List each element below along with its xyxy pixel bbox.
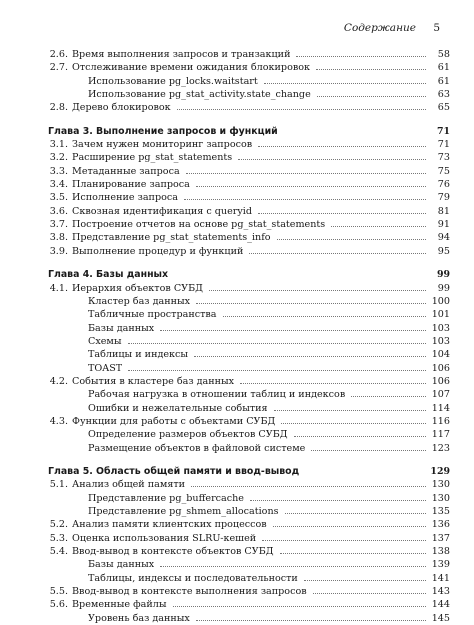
toc-section-number: 5.3. — [49, 532, 68, 544]
toc-page-number: 61 — [437, 62, 450, 74]
toc-title: Определение размеров объектов СУБД — [88, 429, 288, 441]
toc-page-number: 71 — [437, 139, 450, 151]
toc-page-number: 71 — [436, 125, 450, 137]
toc-page-number: 117 — [431, 429, 450, 441]
toc-title: Выполнение процедур и функций — [72, 245, 244, 257]
toc-subentry[interactable] — [48, 505, 450, 518]
toc-page-number: 101 — [431, 309, 450, 321]
toc-page-number: 144 — [431, 599, 450, 611]
toc-section-number: 4.2. — [49, 375, 68, 387]
toc-chapter-heading[interactable] — [48, 125, 450, 138]
running-header — [344, 22, 440, 34]
toc-title: Метаданные запроса — [72, 165, 180, 177]
toc-page-number: 107 — [431, 389, 450, 401]
toc-section-number: 5.5. — [49, 586, 68, 598]
toc-subentry[interactable] — [48, 348, 450, 361]
dot-leader — [311, 449, 426, 451]
dot-leader — [280, 552, 426, 554]
dot-leader — [196, 302, 426, 304]
toc-title: Отслеживание времени ожидания блокировок — [72, 62, 311, 74]
toc-title: TOAST — [88, 362, 123, 374]
toc-title: Табличные пространства — [88, 309, 217, 321]
toc-title: Расширение pg_stat_statements — [72, 152, 233, 164]
dot-leader — [196, 185, 426, 187]
toc-title: Исполнение запроса — [72, 192, 178, 204]
toc-title: Рабочая нагрузка в отношении таблиц и индексов — [88, 389, 346, 401]
toc-subentry[interactable] — [48, 388, 450, 401]
toc-section-number: 3.1. — [49, 139, 68, 151]
dot-leader — [249, 252, 426, 254]
toc-title: Представление pg_buffercache — [88, 492, 244, 504]
section-gap — [48, 455, 450, 465]
toc-entry[interactable] — [48, 415, 450, 428]
toc-page-number: 63 — [437, 89, 450, 101]
toc-page-number: 65 — [437, 102, 450, 114]
toc-chapter-heading[interactable] — [48, 465, 450, 478]
toc-title: Иерархия объектов СУБД — [72, 282, 203, 294]
toc-entry[interactable] — [48, 532, 450, 545]
toc-title: Кластер баз данных — [88, 295, 191, 307]
toc-page-number: 100 — [431, 295, 450, 307]
toc-section-number: 3.2. — [49, 152, 68, 164]
dot-leader — [160, 329, 426, 331]
toc-subentry[interactable] — [48, 88, 450, 101]
toc-page-number: 91 — [437, 219, 450, 231]
toc-section-number: 3.6. — [49, 205, 68, 217]
toc-entry[interactable] — [48, 191, 450, 204]
toc-entry[interactable] — [48, 218, 450, 231]
dot-leader — [331, 225, 426, 227]
dot-leader — [194, 355, 426, 357]
toc-entry[interactable] — [48, 545, 450, 558]
toc-page-number: 139 — [431, 559, 450, 571]
toc-page-number: 79 — [437, 192, 450, 204]
toc-entry[interactable] — [48, 48, 450, 61]
toc-entry[interactable] — [48, 478, 450, 491]
toc-title: Анализ памяти клиентских процессов — [72, 519, 267, 531]
toc-page-number: 103 — [431, 335, 450, 347]
toc-page-number: 143 — [431, 586, 450, 598]
dot-leader — [184, 198, 426, 200]
toc-title: Глава 4. Базы данных — [48, 269, 169, 281]
dot-leader — [262, 539, 426, 541]
toc-section-number: 3.5. — [49, 192, 68, 204]
toc-subentry[interactable] — [48, 442, 450, 455]
toc-title: Глава 3. Выполнение запросов и функций — [48, 125, 278, 137]
toc-subentry[interactable] — [48, 402, 450, 415]
toc-title: Ошибки и нежелательные события — [88, 402, 268, 414]
toc-title: События в кластере баз данных — [72, 375, 235, 387]
dot-leader — [281, 422, 426, 424]
toc-page-number: 106 — [431, 375, 450, 387]
toc-page-number: 136 — [431, 519, 450, 531]
toc-title: Базы данных — [88, 559, 155, 571]
toc-page-number: 104 — [431, 349, 450, 361]
toc-title: Ввод-вывод в контексте выполнения запросов — [72, 586, 307, 598]
toc-page-number: 138 — [431, 546, 450, 558]
toc-title: Уровень баз данных — [88, 612, 190, 624]
toc-page-number: 99 — [436, 269, 450, 281]
toc-entry[interactable] — [48, 101, 450, 114]
dot-leader — [173, 605, 426, 607]
toc-title: Анализ общей памяти — [72, 479, 186, 491]
toc-subentry[interactable] — [48, 308, 450, 321]
toc-page-number: 103 — [431, 322, 450, 334]
toc-page-number: 75 — [437, 165, 450, 177]
toc-page-number: 135 — [431, 506, 450, 517]
toc-title: Таблицы и индексы — [88, 349, 189, 361]
dot-leader — [351, 395, 426, 397]
running-header-title: Содержание — [343, 22, 416, 34]
dot-leader — [240, 382, 426, 384]
toc-section-number: 5.1. — [49, 479, 68, 491]
toc-subentry[interactable] — [48, 612, 450, 625]
toc-section-number: 2.8. — [49, 102, 68, 114]
toc-entry[interactable] — [48, 151, 450, 164]
toc-section-number: 4.1. — [49, 282, 68, 294]
toc-page-number: 81 — [437, 205, 450, 217]
toc-subentry[interactable] — [48, 558, 450, 571]
dot-leader — [258, 145, 426, 147]
toc-title: Схемы — [88, 335, 122, 347]
toc-section-number: 3.7. — [49, 219, 68, 231]
toc-title: Таблицы, индексы и последовательности — [88, 572, 298, 584]
toc-title: Базы данных — [88, 322, 155, 334]
toc-title: Временные файлы — [72, 599, 167, 611]
toc-section-number: 5.6. — [49, 599, 68, 611]
toc-title: Представление pg_stat_statements_info — [72, 232, 271, 244]
toc-section-number: 3.8. — [49, 232, 68, 244]
dot-leader — [160, 565, 426, 567]
toc-page-number: 76 — [437, 179, 450, 191]
dot-leader — [128, 342, 426, 344]
toc-subentry[interactable] — [48, 335, 450, 348]
toc-entry[interactable] — [48, 598, 450, 611]
toc-entry[interactable] — [48, 138, 450, 151]
toc-entry[interactable] — [48, 61, 450, 74]
toc-entry[interactable] — [48, 585, 450, 598]
toc-title: Сквозная идентификация с queryid — [72, 205, 252, 217]
toc-subentry[interactable] — [48, 75, 450, 88]
toc-section-number: 3.4. — [49, 179, 68, 191]
toc-title: Дерево блокировок — [72, 102, 171, 114]
dot-leader — [304, 579, 426, 581]
section-gap — [48, 258, 450, 268]
toc-title: Использование pg_stat_activity.state_change — [88, 89, 311, 101]
toc-page-number: 129 — [430, 465, 450, 477]
running-header-page-number: 5 — [433, 22, 440, 34]
table-of-contents — [48, 48, 450, 625]
toc-section-number: 2.7. — [49, 62, 68, 74]
dot-leader — [277, 238, 426, 240]
toc-entry[interactable] — [48, 205, 450, 218]
toc-entry[interactable] — [48, 245, 450, 258]
toc-title: Планирование запроса — [72, 179, 190, 191]
dot-leader — [274, 409, 426, 411]
toc-subentry[interactable] — [48, 295, 450, 308]
toc-page-number: 61 — [437, 75, 450, 87]
toc-section-number: 4.3. — [49, 415, 68, 427]
toc-subentry[interactable] — [48, 428, 450, 441]
toc-page-number: 130 — [431, 492, 450, 504]
toc-entry[interactable] — [48, 518, 450, 531]
toc-page-number: 123 — [431, 442, 450, 454]
dot-leader — [313, 592, 426, 594]
toc-entry[interactable] — [48, 231, 450, 244]
dot-leader — [317, 95, 426, 97]
toc-section-number: 5.4. — [49, 546, 68, 558]
dot-leader — [238, 158, 426, 160]
dot-leader — [128, 369, 426, 371]
toc-entry[interactable] — [48, 375, 450, 388]
dot-leader — [177, 108, 426, 110]
toc-subentry[interactable] — [48, 322, 450, 335]
dot-leader — [250, 499, 426, 501]
toc-page-number: 106 — [431, 362, 450, 374]
dot-leader — [196, 619, 426, 621]
toc-page-number: 141 — [431, 572, 450, 584]
dot-leader — [305, 473, 426, 474]
toc-page-number: 94 — [437, 232, 450, 244]
toc-title: Построение отчетов на основе pg_stat_statements — [72, 219, 326, 231]
dot-leader — [174, 276, 426, 277]
toc-section-number: 3.9. — [49, 245, 68, 257]
dot-leader — [209, 289, 426, 291]
toc-title: Время выполнения запросов и транзакций — [72, 49, 291, 60]
toc-page-number: 137 — [431, 532, 450, 544]
toc-page-number: 58 — [437, 49, 450, 60]
toc-section-number: 3.3. — [49, 165, 68, 177]
toc-title: Оценка использования SLRU-кешей — [72, 532, 257, 544]
toc-page-number: 130 — [431, 479, 450, 491]
toc-entry[interactable] — [48, 178, 450, 191]
toc-page-number: 145 — [431, 612, 450, 624]
toc-title: Размещение объектов в файловой системе — [88, 442, 306, 454]
toc-entry[interactable] — [48, 282, 450, 295]
toc-title: Глава 5. Область общей памяти и ввод-вывод — [48, 465, 300, 477]
toc-page-number: 95 — [437, 245, 450, 257]
toc-title: Зачем нужен мониторинг запросов — [72, 139, 253, 151]
toc-title: Функции для работы с объектами СУБД — [72, 415, 276, 427]
toc-subentry[interactable] — [48, 492, 450, 505]
toc-page-number: 116 — [431, 415, 450, 427]
section-gap — [48, 115, 450, 125]
dot-leader — [316, 68, 426, 70]
toc-section-number: 2.6. — [49, 49, 68, 60]
toc-title: Использование pg_locks.waitstart — [88, 75, 258, 87]
toc-title: Ввод-вывод в контексте объектов СУБД — [72, 546, 274, 558]
toc-page-number: 114 — [431, 402, 450, 414]
toc-page-number: 99 — [437, 282, 450, 294]
toc-chapter-heading[interactable] — [48, 268, 450, 281]
toc-section-number: 5.2. — [49, 519, 68, 531]
dot-leader — [191, 485, 426, 487]
dot-leader — [258, 212, 426, 214]
dot-leader — [294, 435, 426, 437]
dot-leader — [223, 315, 426, 317]
dot-leader — [284, 133, 426, 134]
dot-leader — [296, 55, 426, 57]
toc-subentry[interactable] — [48, 572, 450, 585]
toc-entry[interactable] — [48, 165, 450, 178]
dot-leader — [186, 172, 426, 174]
dot-leader — [285, 512, 426, 514]
dot-leader — [273, 525, 426, 527]
dot-leader — [264, 82, 426, 84]
toc-title: Представление pg_shmem_allocations — [88, 506, 279, 517]
toc-subentry[interactable] — [48, 362, 450, 375]
toc-page-number: 73 — [437, 152, 450, 164]
